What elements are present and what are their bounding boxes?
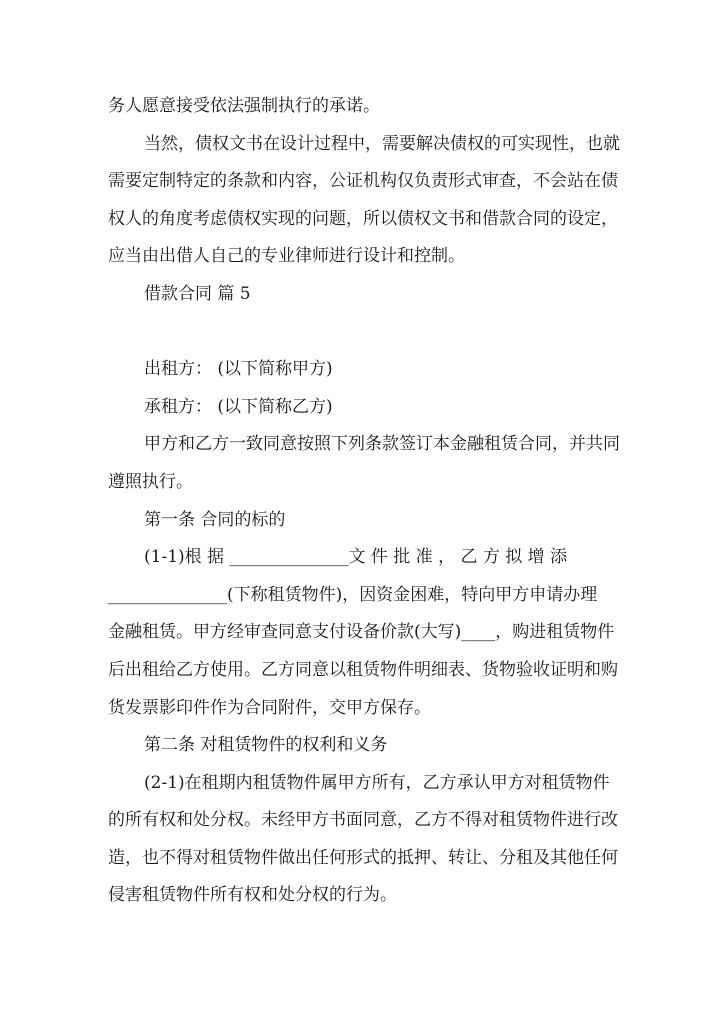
paragraph-line: 权人的角度考虑债权实现的问题，所以债权文书和借款合同的设定， — [108, 208, 618, 229]
paragraph-line: 应当由出借人自己的专业律师进行设计和控制。 — [108, 246, 465, 267]
article-title: 第二条 对租赁物件的权利和义务 — [144, 735, 388, 756]
paragraph-line: 货发票影印件作为合同附件，交甲方保存。 — [108, 697, 431, 718]
paragraph-line: 甲方和乙方一致同意按照下列条款签订本金融租赁合同，并共同 — [144, 434, 620, 455]
paragraph-line: 务人愿意接受依法强制执行的承诺。 — [108, 96, 380, 116]
paragraph-line: 后出租给乙方使用。乙方同意以租赁物件明细表、货物验收证明和购 — [108, 659, 618, 680]
paragraph-line: ______________(下称租赁物件)，因资金困难，特向甲方申请办理 — [108, 584, 598, 605]
paragraph-line: 遵照执行。 — [108, 471, 193, 492]
paragraph-line: 造，也不得对租赁物件做出任何形式的抵押、转让、分租及其他任何 — [108, 847, 618, 868]
article-title: 第一条 合同的标的 — [144, 509, 286, 530]
lessee-line: 承租方： (以下简称乙方) — [144, 396, 333, 417]
paragraph-line: 金融租赁。甲方经审查同意支付设备价款(大写)____，购进租赁物件 — [108, 622, 615, 643]
section-heading: 借款合同 篇 5 — [144, 283, 251, 304]
paragraph-line: (2-1)在租期内租赁物件属甲方所有，乙方承认甲方对租赁物件 — [144, 772, 610, 793]
paragraph-line: 侵害租赁物件所有权和处分权的行为。 — [108, 885, 397, 906]
paragraph-line: 的所有权和处分权。未经甲方书面同意，乙方不得对租赁物件进行改 — [108, 810, 618, 831]
lessor-line: 出租方： (以下简称甲方) — [144, 359, 333, 380]
document-page — [108, 88, 618, 915]
paragraph-line: (1-1)根 据 ______________文 件 批 准 ， 乙 方 拟 增 添 — [144, 547, 568, 568]
paragraph-line: 需要定制特定的条款和内容，公证机构仅负责形式审查，不会站在债 — [108, 171, 618, 192]
paragraph-line: 当然，债权文书在设计过程中，需要解决债权的可实现性，也就 — [144, 133, 620, 154]
blank-line — [108, 314, 618, 352]
